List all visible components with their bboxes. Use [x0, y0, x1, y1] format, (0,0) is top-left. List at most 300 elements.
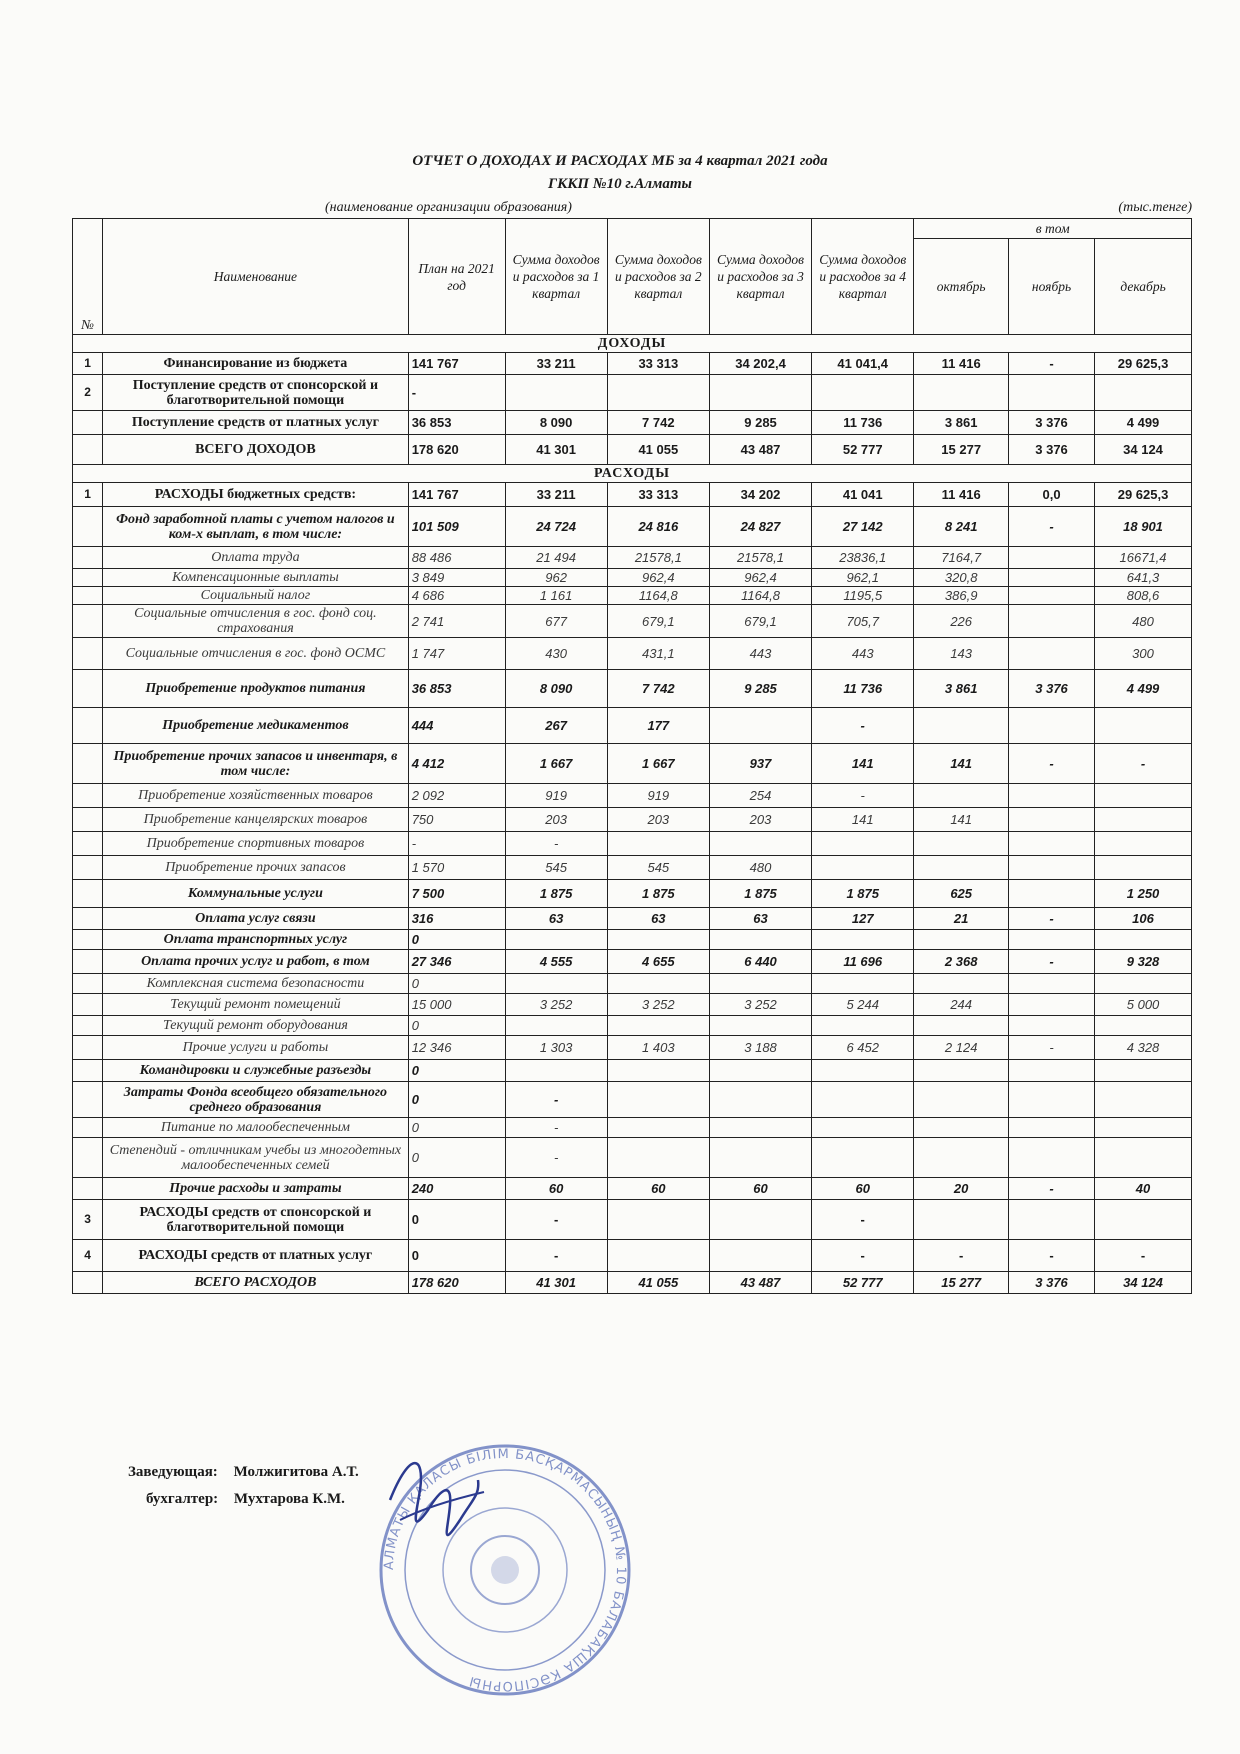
- expense-cell-dec: [1095, 856, 1192, 880]
- expense-cell-q4: [812, 1118, 914, 1138]
- expense-cell-q3: 679,1: [709, 605, 811, 638]
- expense-cell-q3: [709, 1016, 811, 1036]
- expense-cell-q1: 41 301: [505, 1272, 607, 1294]
- income-cell-plan: 141 767: [408, 353, 505, 375]
- expense-cell-num: [73, 1016, 103, 1036]
- expense-cell-plan: -: [408, 832, 505, 856]
- income-expense-table: [72, 218, 1192, 1294]
- expense-cell-q1: 21 494: [505, 547, 607, 569]
- expense-cell-q3: 3 188: [709, 1036, 811, 1060]
- income-cell-plan: -: [408, 375, 505, 411]
- expense-cell-nov: [1009, 994, 1095, 1016]
- income-cell-q3: 9 285: [709, 411, 811, 435]
- income-cell-oct: 15 277: [914, 435, 1009, 465]
- expense-cell-q2: 24 816: [607, 507, 709, 547]
- expense-cell-dec: 5 000: [1095, 994, 1192, 1016]
- expense-cell-q3: 480: [709, 856, 811, 880]
- organization-caption: (наименование организации образования): [325, 200, 572, 215]
- expense-cell-q1: 1 875: [505, 880, 607, 908]
- income-cell-q2: 7 742: [607, 411, 709, 435]
- expense-cell-num: [73, 832, 103, 856]
- expense-cell-q1: 24 724: [505, 507, 607, 547]
- expense-cell-q3: 962,4: [709, 569, 811, 587]
- expense-cell-nov: [1009, 808, 1095, 832]
- expense-cell-plan: 12 346: [408, 1036, 505, 1060]
- expense-cell-num: [73, 1082, 103, 1118]
- income-cell-q1: 33 211: [505, 353, 607, 375]
- income-cell-q2: 41 055: [607, 435, 709, 465]
- expense-cell-num: [73, 638, 103, 670]
- expense-cell-q3: [709, 1118, 811, 1138]
- income-cell-q1: 41 301: [505, 435, 607, 465]
- expense-cell-plan: 0: [408, 930, 505, 950]
- expense-cell-name: Оплата услуг связи: [103, 908, 409, 930]
- expense-cell-nov: 3 376: [1009, 1272, 1095, 1294]
- expense-cell-dec: 808,6: [1095, 587, 1192, 605]
- expense-cell-oct: 141: [914, 808, 1009, 832]
- expense-cell-nov: -: [1009, 507, 1095, 547]
- expense-cell-oct: 8 241: [914, 507, 1009, 547]
- accountant-role: бухгалтер:: [146, 1491, 219, 1507]
- expense-cell-q1: 430: [505, 638, 607, 670]
- expense-cell-q4: [812, 832, 914, 856]
- income-cell-dec: [1095, 375, 1192, 411]
- expense-cell-num: [73, 670, 103, 708]
- expense-cell-name: Приобретение спортивных товаров: [103, 832, 409, 856]
- expense-cell-num: [73, 1118, 103, 1138]
- income-cell-q1: [505, 375, 607, 411]
- expense-cell-plan: 36 853: [408, 670, 505, 708]
- expense-cell-nov: -: [1009, 950, 1095, 974]
- expense-cell-name: Оплата труда: [103, 547, 409, 569]
- expense-cell-dec: [1095, 1138, 1192, 1178]
- col-header-q2: Сумма доходов и расходов за 2 квартал: [607, 219, 709, 335]
- expense-cell-q3: 9 285: [709, 670, 811, 708]
- col-header-in-that: в том: [914, 219, 1192, 239]
- expense-cell-q4: 23836,1: [812, 547, 914, 569]
- expense-cell-nov: [1009, 880, 1095, 908]
- col-header-dec: декабрь: [1095, 239, 1192, 335]
- col-header-plan: План на 2021 год: [408, 219, 505, 335]
- col-header-oct: октябрь: [914, 239, 1009, 335]
- table-row: [73, 375, 1192, 411]
- expense-cell-q1: -: [505, 1200, 607, 1240]
- income-cell-name: Поступление средств от спонсорской и благотворительной помощи: [103, 375, 409, 411]
- table-row: [73, 1036, 1192, 1060]
- expense-cell-q1: -: [505, 832, 607, 856]
- stamp-text: АЛМАТЫ ҚАЛАСЫ БІЛІМ БАСҚАРМАСЫНЫҢ № 10 БАЛАБАҚША КӘСІПОРНЫ: [381, 1446, 629, 1694]
- expense-cell-q4: [812, 856, 914, 880]
- head-name: Молжигитова А.Т.: [233, 1464, 359, 1480]
- expense-cell-num: [73, 784, 103, 808]
- expense-cell-num: [73, 744, 103, 784]
- expense-cell-oct: [914, 1016, 1009, 1036]
- expense-cell-q1: 63: [505, 908, 607, 930]
- expense-cell-oct: [914, 930, 1009, 950]
- expense-cell-q4: 41 041: [812, 483, 914, 507]
- expense-cell-nov: [1009, 930, 1095, 950]
- expense-cell-name: Оплата транспортных услуг: [103, 930, 409, 950]
- expense-cell-q3: [709, 1138, 811, 1178]
- expense-cell-plan: 178 620: [408, 1272, 505, 1294]
- expense-cell-q4: 6 452: [812, 1036, 914, 1060]
- table-row: [73, 411, 1192, 435]
- expense-cell-q1: -: [505, 1240, 607, 1272]
- expense-cell-q2: [607, 930, 709, 950]
- expense-cell-num: [73, 708, 103, 744]
- expense-cell-q4: 11 696: [812, 950, 914, 974]
- expense-cell-plan: 0: [408, 1118, 505, 1138]
- expense-cell-dec: 9 328: [1095, 950, 1192, 974]
- expense-cell-dec: 1 250: [1095, 880, 1192, 908]
- expense-cell-nov: -: [1009, 1036, 1095, 1060]
- table-row: [73, 587, 1192, 605]
- table-row: [73, 353, 1192, 375]
- expense-cell-q1: 962: [505, 569, 607, 587]
- expense-cell-q3: 443: [709, 638, 811, 670]
- expense-cell-q4: 52 777: [812, 1272, 914, 1294]
- expense-cell-nov: 3 376: [1009, 670, 1095, 708]
- expense-cell-q4: [812, 1016, 914, 1036]
- expense-cell-num: [73, 605, 103, 638]
- expense-cell-plan: 0: [408, 1016, 505, 1036]
- expense-cell-dec: -: [1095, 1240, 1192, 1272]
- expense-cell-q2: [607, 832, 709, 856]
- expense-cell-q1: -: [505, 1118, 607, 1138]
- expense-cell-name: Текущий ремонт оборудования: [103, 1016, 409, 1036]
- expense-cell-q3: 3 252: [709, 994, 811, 1016]
- expense-cell-name: Затраты Фонда всеобщего обязательного среднего образования: [103, 1082, 409, 1118]
- expense-cell-q1: 8 090: [505, 670, 607, 708]
- expense-cell-q1: 1 667: [505, 744, 607, 784]
- expense-cell-nov: [1009, 784, 1095, 808]
- income-cell-dec: 4 499: [1095, 411, 1192, 435]
- expense-cell-oct: 7164,7: [914, 547, 1009, 569]
- expense-cell-plan: 0: [408, 974, 505, 994]
- expense-cell-oct: 143: [914, 638, 1009, 670]
- expense-cell-dec: [1095, 1118, 1192, 1138]
- expense-cell-q4: -: [812, 708, 914, 744]
- expense-cell-q2: 919: [607, 784, 709, 808]
- table-row: [73, 1200, 1192, 1240]
- table-row: [73, 1138, 1192, 1178]
- expense-cell-nov: 0,0: [1009, 483, 1095, 507]
- expense-cell-plan: 750: [408, 808, 505, 832]
- accountant-signature-line: [146, 1491, 357, 1508]
- expense-cell-name: Приобретение продуктов питания: [103, 670, 409, 708]
- income-cell-oct: 11 416: [914, 353, 1009, 375]
- expense-cell-q2: 21578,1: [607, 547, 709, 569]
- expense-cell-name: Степендий - отличникам учебы из многодетных малообеспеченных семей: [103, 1138, 409, 1178]
- col-header-q4: Сумма доходов и расходов за 4 квартал: [812, 219, 914, 335]
- expense-cell-q3: [709, 1082, 811, 1118]
- expense-cell-nov: -: [1009, 744, 1095, 784]
- expense-cell-q1: 1 161: [505, 587, 607, 605]
- expense-cell-nov: -: [1009, 1178, 1095, 1200]
- expense-cell-oct: [914, 1138, 1009, 1178]
- expense-cell-q4: [812, 930, 914, 950]
- expense-cell-num: [73, 1178, 103, 1200]
- expense-cell-dec: 480: [1095, 605, 1192, 638]
- expense-cell-q4: 5 244: [812, 994, 914, 1016]
- accountant-name: Мухтарова К.М.: [233, 1491, 345, 1507]
- expense-cell-q2: [607, 1138, 709, 1178]
- table-row: [73, 1240, 1192, 1272]
- expense-cell-dec: 16671,4: [1095, 547, 1192, 569]
- table-row: [73, 1016, 1192, 1036]
- expense-cell-q1: 919: [505, 784, 607, 808]
- table-row: [73, 547, 1192, 569]
- expense-cell-plan: 0: [408, 1200, 505, 1240]
- expense-cell-plan: 316: [408, 908, 505, 930]
- expense-cell-nov: [1009, 1118, 1095, 1138]
- table-row: [73, 994, 1192, 1016]
- expense-cell-num: [73, 974, 103, 994]
- expense-cell-name: ВСЕГО РАСХОДОВ: [103, 1272, 409, 1294]
- expense-cell-q3: 937: [709, 744, 811, 784]
- expense-cell-dec: 106: [1095, 908, 1192, 930]
- expense-cell-name: Социальные отчисления в гос. фонд соц. страхования: [103, 605, 409, 638]
- expense-cell-q1: [505, 930, 607, 950]
- expense-cell-dec: 18 901: [1095, 507, 1192, 547]
- income-cell-q4: 52 777: [812, 435, 914, 465]
- expense-cell-q2: 7 742: [607, 670, 709, 708]
- income-cell-q3: 43 487: [709, 435, 811, 465]
- expense-cell-q2: 41 055: [607, 1272, 709, 1294]
- expense-cell-oct: [914, 708, 1009, 744]
- expense-cell-q4: [812, 974, 914, 994]
- expense-cell-q4: 1 875: [812, 880, 914, 908]
- expense-cell-name: Социальные отчисления в гос. фонд ОСМС: [103, 638, 409, 670]
- expense-cell-num: [73, 908, 103, 930]
- table-row: [73, 1060, 1192, 1082]
- expense-cell-oct: [914, 1082, 1009, 1118]
- table-row: [73, 638, 1192, 670]
- expense-cell-plan: 240: [408, 1178, 505, 1200]
- expense-cell-q2: [607, 1118, 709, 1138]
- table-body: [73, 335, 1192, 1294]
- expense-cell-name: Командировки и служебные разъезды: [103, 1060, 409, 1082]
- income-cell-q3: 34 202,4: [709, 353, 811, 375]
- expense-cell-oct: [914, 1060, 1009, 1082]
- expense-cell-name: Комплексная система безопасности: [103, 974, 409, 994]
- expense-cell-q1: [505, 1060, 607, 1082]
- expense-cell-name: РАСХОДЫ бюджетных средств:: [103, 483, 409, 507]
- expense-cell-num: [73, 994, 103, 1016]
- table-row: [73, 1118, 1192, 1138]
- expense-cell-q1: -: [505, 1082, 607, 1118]
- expense-cell-dec: 29 625,3: [1095, 483, 1192, 507]
- expense-cell-name: Приобретение канцелярских товаров: [103, 808, 409, 832]
- expense-cell-q4: 443: [812, 638, 914, 670]
- organization-name: ГККП №10 г.Алматы: [548, 176, 692, 192]
- expense-cell-q2: [607, 1240, 709, 1272]
- expense-cell-q3: [709, 930, 811, 950]
- expense-cell-q1: 203: [505, 808, 607, 832]
- expense-cell-plan: 0: [408, 1240, 505, 1272]
- expense-cell-q3: 1164,8: [709, 587, 811, 605]
- expense-cell-num: [73, 808, 103, 832]
- expense-cell-q3: 43 487: [709, 1272, 811, 1294]
- expense-cell-dec: 34 124: [1095, 1272, 1192, 1294]
- expense-cell-q4: [812, 1138, 914, 1178]
- expense-cell-dec: [1095, 1200, 1192, 1240]
- expense-cell-q2: [607, 1060, 709, 1082]
- expense-cell-oct: 2 124: [914, 1036, 1009, 1060]
- col-header-q3: Сумма доходов и расходов за 3 квартал: [709, 219, 811, 335]
- col-header-name: Наименование: [103, 219, 409, 335]
- income-cell-num: 1: [73, 353, 103, 375]
- head-signature-line: [128, 1464, 371, 1481]
- expense-cell-name: Приобретение хозяйственных товаров: [103, 784, 409, 808]
- table-row: [73, 832, 1192, 856]
- expense-cell-num: [73, 1060, 103, 1082]
- expense-cell-dec: [1095, 1016, 1192, 1036]
- expense-cell-plan: 444: [408, 708, 505, 744]
- expense-cell-q2: [607, 1016, 709, 1036]
- table-row: [73, 569, 1192, 587]
- expense-cell-q4: -: [812, 1200, 914, 1240]
- section-expenses: РАСХОДЫ: [73, 465, 1192, 483]
- expense-cell-q2: 1 403: [607, 1036, 709, 1060]
- expense-cell-dec: [1095, 930, 1192, 950]
- table-row: [73, 908, 1192, 930]
- expense-cell-name: Приобретение прочих запасов и инвентаря, в том числе:: [103, 744, 409, 784]
- income-cell-name: Финансирование из бюджета: [103, 353, 409, 375]
- expense-cell-name: Компенсационные выплаты: [103, 569, 409, 587]
- expense-cell-q4: [812, 1082, 914, 1118]
- expense-cell-name: Коммунальные услуги: [103, 880, 409, 908]
- table-row: [73, 784, 1192, 808]
- expense-cell-nov: [1009, 569, 1095, 587]
- expense-cell-dec: [1095, 808, 1192, 832]
- expense-cell-oct: [914, 856, 1009, 880]
- expense-cell-q4: 11 736: [812, 670, 914, 708]
- expense-cell-name: Фонд заработной платы с учетом налогов и ком-х выплат, в том числе:: [103, 507, 409, 547]
- expense-cell-q3: [709, 1060, 811, 1082]
- expense-cell-plan: 7 500: [408, 880, 505, 908]
- expense-cell-q2: 3 252: [607, 994, 709, 1016]
- income-cell-dec: 29 625,3: [1095, 353, 1192, 375]
- expense-cell-q2: [607, 1082, 709, 1118]
- income-cell-q2: [607, 375, 709, 411]
- expense-cell-plan: 0: [408, 1060, 505, 1082]
- expense-cell-plan: 0: [408, 1082, 505, 1118]
- expense-cell-q3: [709, 1200, 811, 1240]
- expense-cell-q1: 60: [505, 1178, 607, 1200]
- expense-cell-oct: [914, 974, 1009, 994]
- expense-cell-nov: [1009, 974, 1095, 994]
- expense-cell-num: [73, 507, 103, 547]
- income-cell-num: [73, 435, 103, 465]
- expense-cell-q2: 60: [607, 1178, 709, 1200]
- expense-cell-dec: [1095, 974, 1192, 994]
- currency-unit: (тыс.тенге): [1118, 200, 1192, 215]
- section-income: ДОХОДЫ: [73, 335, 1192, 353]
- income-cell-oct: [914, 375, 1009, 411]
- expense-cell-num: [73, 1272, 103, 1294]
- expense-cell-num: 3: [73, 1200, 103, 1240]
- expense-cell-plan: 1 570: [408, 856, 505, 880]
- expense-cell-plan: 2 092: [408, 784, 505, 808]
- expense-cell-name: Приобретение прочих запасов: [103, 856, 409, 880]
- expense-cell-dec: [1095, 832, 1192, 856]
- expense-cell-oct: 244: [914, 994, 1009, 1016]
- income-cell-q4: 11 736: [812, 411, 914, 435]
- table-row: [73, 808, 1192, 832]
- expense-cell-oct: 320,8: [914, 569, 1009, 587]
- expense-cell-num: [73, 880, 103, 908]
- table-row: [73, 435, 1192, 465]
- expense-cell-q3: 24 827: [709, 507, 811, 547]
- expense-cell-q3: 34 202: [709, 483, 811, 507]
- expense-cell-nov: [1009, 605, 1095, 638]
- expense-cell-nov: [1009, 708, 1095, 744]
- expense-cell-q1: 3 252: [505, 994, 607, 1016]
- head-role: Заведующая:: [128, 1464, 218, 1480]
- expense-cell-nov: [1009, 547, 1095, 569]
- income-cell-num: [73, 411, 103, 435]
- expense-cell-nov: [1009, 856, 1095, 880]
- table-row: [73, 950, 1192, 974]
- expense-cell-dec: [1095, 708, 1192, 744]
- table-row: [73, 1082, 1192, 1118]
- income-cell-q2: 33 313: [607, 353, 709, 375]
- expense-cell-num: [73, 569, 103, 587]
- expense-cell-oct: 625: [914, 880, 1009, 908]
- expense-cell-q3: 203: [709, 808, 811, 832]
- expense-cell-q2: 1 667: [607, 744, 709, 784]
- expense-cell-q4: 962,1: [812, 569, 914, 587]
- expense-cell-plan: 101 509: [408, 507, 505, 547]
- expense-cell-oct: 226: [914, 605, 1009, 638]
- expense-cell-q4: 27 142: [812, 507, 914, 547]
- expense-cell-oct: [914, 1118, 1009, 1138]
- expense-cell-name: Социальный налог: [103, 587, 409, 605]
- expense-cell-q3: 1 875: [709, 880, 811, 908]
- col-header-num: №: [73, 219, 103, 335]
- expense-cell-q2: [607, 974, 709, 994]
- income-cell-oct: 3 861: [914, 411, 1009, 435]
- expense-cell-dec: 300: [1095, 638, 1192, 670]
- expense-cell-plan: 15 000: [408, 994, 505, 1016]
- income-cell-name: Поступление средств от платных услуг: [103, 411, 409, 435]
- expense-cell-num: [73, 930, 103, 950]
- expense-cell-dec: 641,3: [1095, 569, 1192, 587]
- expense-cell-q3: [709, 974, 811, 994]
- expense-cell-plan: 4 412: [408, 744, 505, 784]
- expense-cell-q3: [709, 708, 811, 744]
- expense-cell-q2: 63: [607, 908, 709, 930]
- expense-cell-oct: [914, 1200, 1009, 1240]
- expense-cell-q2: 679,1: [607, 605, 709, 638]
- expense-cell-q2: 1 875: [607, 880, 709, 908]
- expense-cell-plan: 1 747: [408, 638, 505, 670]
- expense-cell-plan: 27 346: [408, 950, 505, 974]
- table-row: [73, 744, 1192, 784]
- expense-cell-dec: [1095, 1060, 1192, 1082]
- income-cell-dec: 34 124: [1095, 435, 1192, 465]
- expense-cell-q4: 141: [812, 808, 914, 832]
- expense-cell-q1: 545: [505, 856, 607, 880]
- expense-cell-oct: 20: [914, 1178, 1009, 1200]
- table-row: [73, 708, 1192, 744]
- expense-cell-q3: [709, 1240, 811, 1272]
- expense-cell-q4: -: [812, 784, 914, 808]
- expense-cell-q2: 962,4: [607, 569, 709, 587]
- table-row: [73, 930, 1192, 950]
- income-cell-q1: 8 090: [505, 411, 607, 435]
